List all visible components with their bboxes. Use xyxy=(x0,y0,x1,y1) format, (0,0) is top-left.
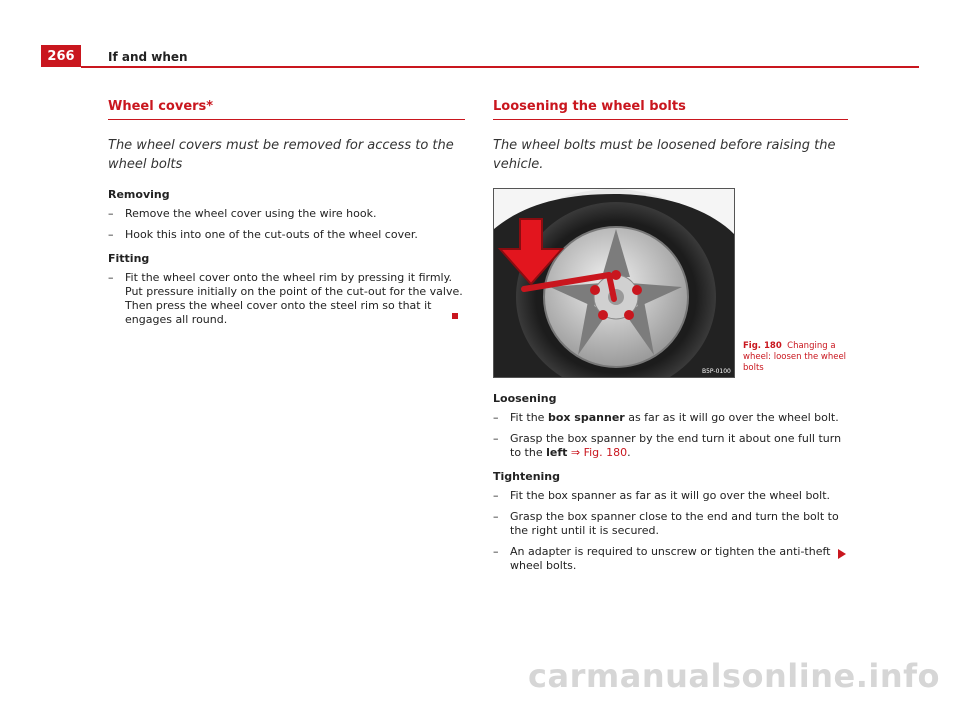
list-item: – Fit the box spanner as far as it will go over the wheel bolt. xyxy=(493,411,839,424)
list-dash: – xyxy=(493,432,499,445)
list-dash: – xyxy=(108,228,114,241)
header-section-title: If and when xyxy=(108,50,188,64)
loosening-bolts-lead: The wheel bolts must be loosened before raising the vehicle. xyxy=(493,138,836,172)
wheel-covers-lead: The wheel covers must be removed for access to the wheel bolts xyxy=(108,138,454,172)
list-item: – Grasp the box spanner close to the end and turn the bolt to the right until it is secured. xyxy=(493,510,839,537)
tightening-label: Tightening xyxy=(493,470,561,483)
loosening-label: Loosening xyxy=(493,392,557,405)
list-item: – Remove the wheel cover using the wire hook. xyxy=(108,207,377,220)
left-column xyxy=(108,99,465,334)
list-dash: – xyxy=(493,510,499,523)
list-item: – Fit the box spanner as far as it will go over the wheel bolt. xyxy=(493,489,831,502)
continue-arrow-icon xyxy=(838,549,846,559)
page-number: 266 xyxy=(41,45,81,67)
fitting-steps xyxy=(108,271,465,327)
watermark: carmanualsonline.info xyxy=(528,657,940,695)
loosening-bolts-heading: Loosening the wheel bolts xyxy=(493,99,848,120)
list-item: – Fit the wheel cover onto the wheel rim by pressing it firmly. Put pressure initially on the point of the cut-out for the valve. Then press the wheel cover onto the steel rim so that it engages all round. xyxy=(108,271,463,326)
fitting-label: Fitting xyxy=(108,252,150,265)
figure-code: B5P-0100 xyxy=(702,368,731,375)
removing-steps xyxy=(108,207,465,242)
wheel-illustration xyxy=(493,188,735,378)
tightening-steps xyxy=(493,489,848,573)
list-dash: – xyxy=(493,411,499,424)
right-column xyxy=(493,99,848,580)
box-spanner-term: box spanner xyxy=(547,411,625,424)
list-dash: – xyxy=(108,207,114,220)
list-item: – Grasp the box spanner by the end turn it about one full turn to the left ⇒ Fig. 180. xyxy=(493,432,842,459)
left-term: left xyxy=(546,446,568,459)
figure-180 xyxy=(493,188,848,378)
figure-number: Fig. 180 xyxy=(743,341,782,351)
list-item: – An adapter is required to unscrew or tighten the anti-theft wheel bolts. xyxy=(493,545,831,572)
list-item: – Hook this into one of the cut-outs of the wheel cover. xyxy=(108,228,418,241)
figure-caption-text: Changing a wheel: loosen the wheel bolts xyxy=(743,341,847,373)
section-end-marker xyxy=(452,313,458,319)
wheel-image xyxy=(494,189,734,377)
wheel-covers-heading: Wheel covers* xyxy=(108,99,465,120)
list-dash: – xyxy=(493,489,499,502)
removing-label: Removing xyxy=(108,188,170,201)
list-dash: – xyxy=(493,545,499,558)
figure-reference-link[interactable]: ⇒ Fig. 180 xyxy=(570,446,628,459)
figure-caption xyxy=(743,341,848,374)
list-dash: – xyxy=(108,271,114,284)
header-rule xyxy=(81,66,919,68)
loosening-steps xyxy=(493,411,848,460)
